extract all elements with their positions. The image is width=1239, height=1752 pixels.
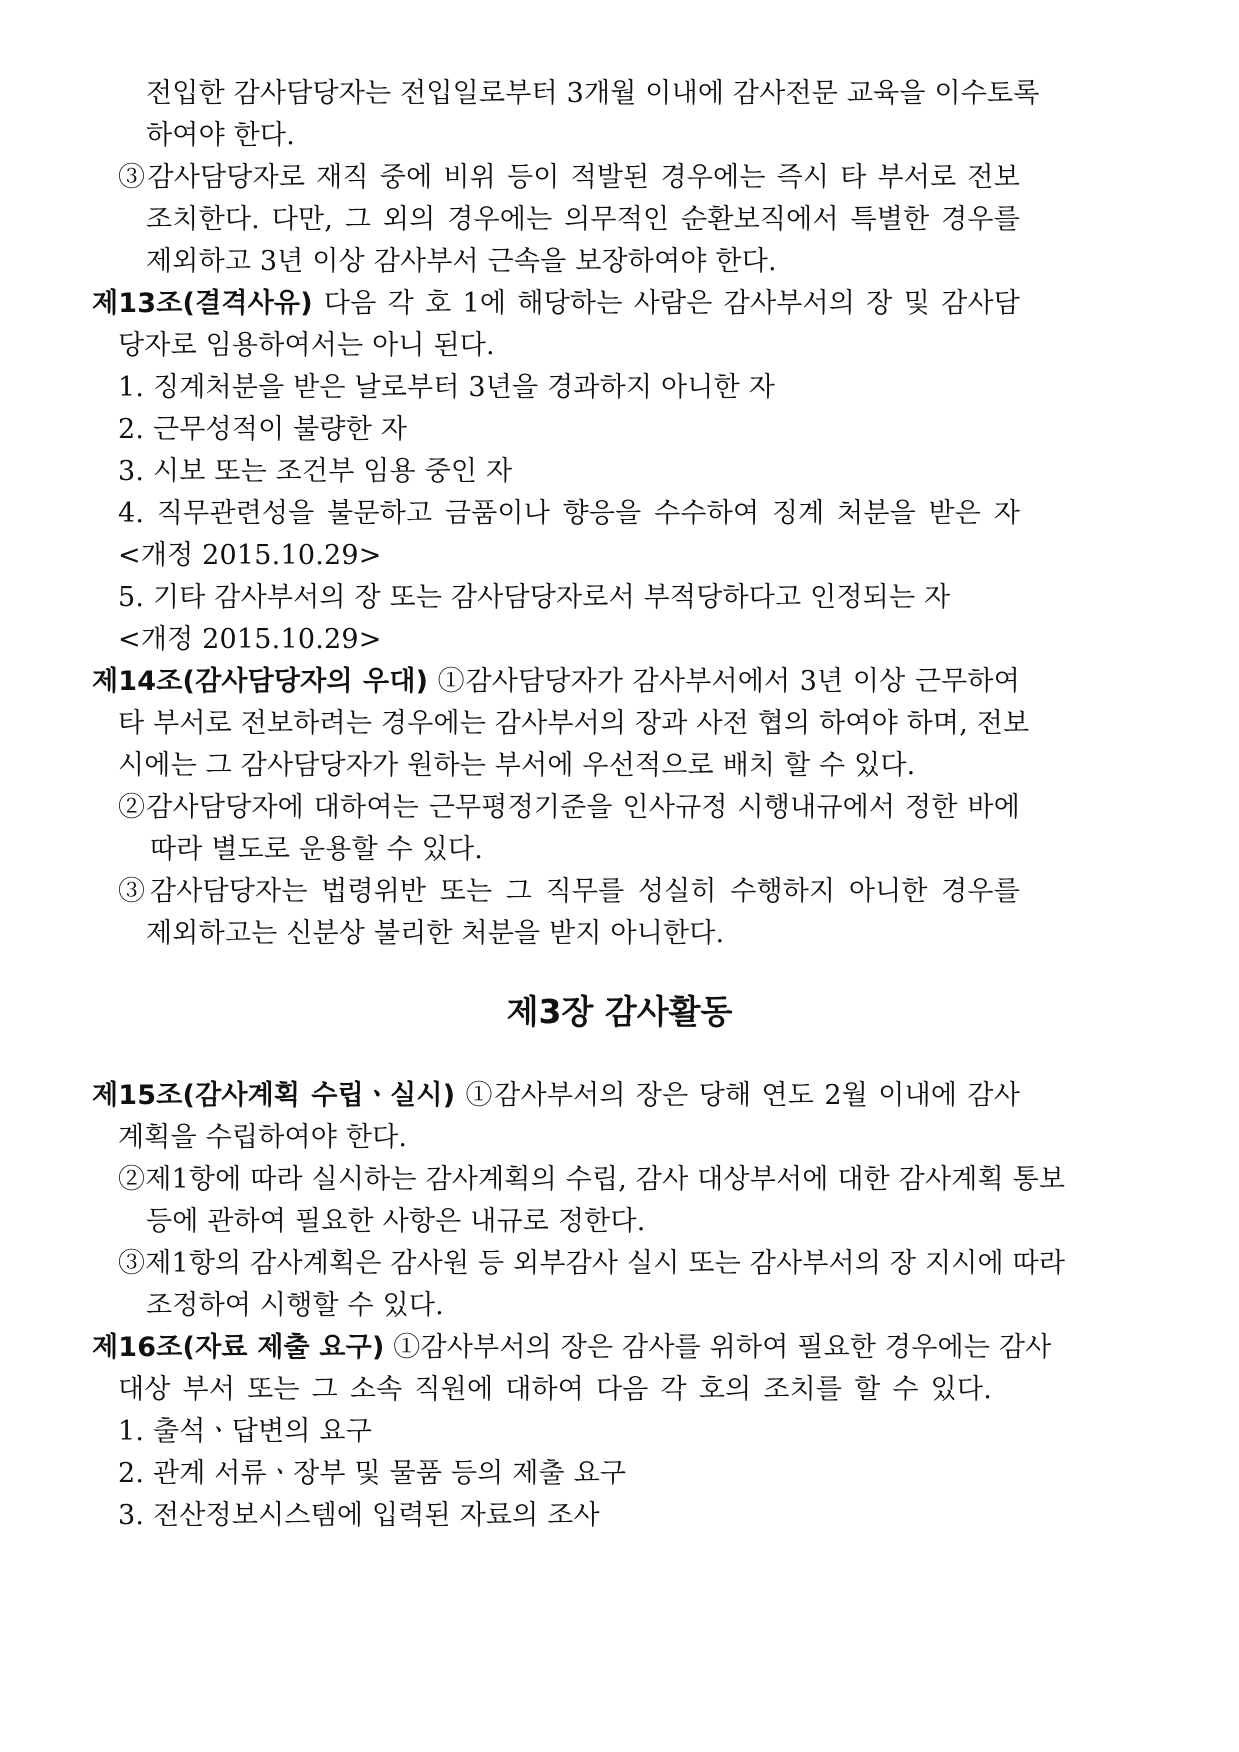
article-heading: 제14조(감사담당자의 우대) bbox=[92, 666, 429, 697]
article-text: ①감사담당자가 감사부서에서 3년 이상 근무하여 bbox=[428, 666, 1020, 697]
list-item: 3. 시보 또는 조건부 임용 중인 자 bbox=[118, 456, 513, 487]
paragraph-line: ③감사담당자는 법령위반 또는 그 직무를 성실히 수행하지 아니한 경우를 bbox=[118, 876, 1020, 907]
list-item: 3. 전산정보시스템에 입력된 자료의 조사 bbox=[118, 1500, 600, 1531]
paragraph-line: 타 부서로 전보하려는 경우에는 감사부서의 장과 사전 협의 하여야 하며, 전보 bbox=[118, 708, 1030, 739]
paragraph-line: 등에 관하여 필요한 사항은 내규로 정한다. bbox=[146, 1206, 646, 1237]
paragraph-line: 제외하고 3년 이상 감사부서 근속을 보장하여야 한다. bbox=[146, 246, 777, 277]
paragraph-line: 전입한 감사담당자는 전입일로부터 3개월 이내에 감사전문 교육을 이수토록 bbox=[146, 78, 1040, 109]
article-14-first-line bbox=[92, 664, 1020, 700]
article-heading: 제13조(결격사유) bbox=[92, 288, 313, 319]
article-text: ①감사부서의 장은 감사를 위하여 필요한 경우에는 감사 bbox=[384, 1332, 1052, 1363]
list-item: 1. 출석ㆍ답변의 요구 bbox=[118, 1416, 372, 1447]
article-13-first-line bbox=[92, 286, 1020, 322]
chapter-title: 제3장 감사활동 bbox=[506, 992, 733, 1031]
article-16-first-line bbox=[92, 1330, 1052, 1366]
paragraph-line: ③제1항의 감사계획은 감사원 등 외부감사 실시 또는 감사부서의 장 지시에 따라 bbox=[118, 1248, 1066, 1279]
article-text: 다음 각 호 1에 해당하는 사람은 감사부서의 장 및 감사담 bbox=[312, 288, 1020, 319]
paragraph-line: 대상 부서 또는 그 소속 직원에 대하여 다음 각 호의 조치를 할 수 있다. bbox=[118, 1374, 992, 1405]
article-15-first-line bbox=[92, 1078, 1020, 1114]
paragraph-line: 당자로 임용하여서는 아니 된다. bbox=[118, 330, 495, 361]
paragraph-line: ②감사담당자에 대하여는 근무평정기준을 인사규정 시행내규에서 정한 바에 bbox=[118, 792, 1020, 823]
article-text: ①감사부서의 장은 당해 연도 2월 이내에 감사 bbox=[455, 1080, 1020, 1111]
paragraph-line: 하여야 한다. bbox=[146, 120, 295, 151]
paragraph-line: ③감사담당자로 재직 중에 비위 등이 적발된 경우에는 즉시 타 부서로 전보 bbox=[118, 162, 1020, 193]
amendment-note: <개정 2015.10.29> bbox=[118, 624, 382, 655]
list-item: 1. 징계처분을 받은 날로부터 3년을 경과하지 아니한 자 bbox=[118, 372, 775, 403]
paragraph-line: 조정하여 시행할 수 있다. bbox=[146, 1290, 444, 1321]
paragraph-line: ②제1항에 따라 실시하는 감사계획의 수립, 감사 대상부서에 대한 감사계획 통보 bbox=[118, 1164, 1066, 1195]
list-item: 5. 기타 감사부서의 장 또는 감사담당자로서 부적당하다고 인정되는 자 bbox=[118, 582, 951, 613]
paragraph-line: 시에는 그 감사담당자가 원하는 부서에 우선적으로 배치 할 수 있다. bbox=[118, 750, 916, 781]
list-item: 2. 관계 서류ㆍ장부 및 물품 등의 제출 요구 bbox=[118, 1458, 627, 1489]
amendment-note: <개정 2015.10.29> bbox=[118, 540, 382, 571]
paragraph-line: 제외하고는 신분상 불리한 처분을 받지 아니한다. bbox=[146, 918, 725, 949]
list-item: 4. 직무관련성을 불문하고 금품이나 향응을 수수하여 징계 처분을 받은 자 bbox=[118, 498, 1020, 529]
paragraph-line: 조치한다. 다만, 그 외의 경우에는 의무적인 순환보직에서 특별한 경우를 bbox=[146, 204, 1020, 235]
article-heading: 제16조(자료 제출 요구) bbox=[92, 1332, 385, 1363]
article-heading: 제15조(감사계획 수립ㆍ실시) bbox=[92, 1080, 456, 1111]
paragraph-line: 계획을 수립하여야 한다. bbox=[118, 1122, 408, 1153]
list-item: 2. 근무성적이 불량한 자 bbox=[118, 414, 408, 445]
paragraph-line: 따라 별도로 운용할 수 있다. bbox=[150, 834, 484, 865]
